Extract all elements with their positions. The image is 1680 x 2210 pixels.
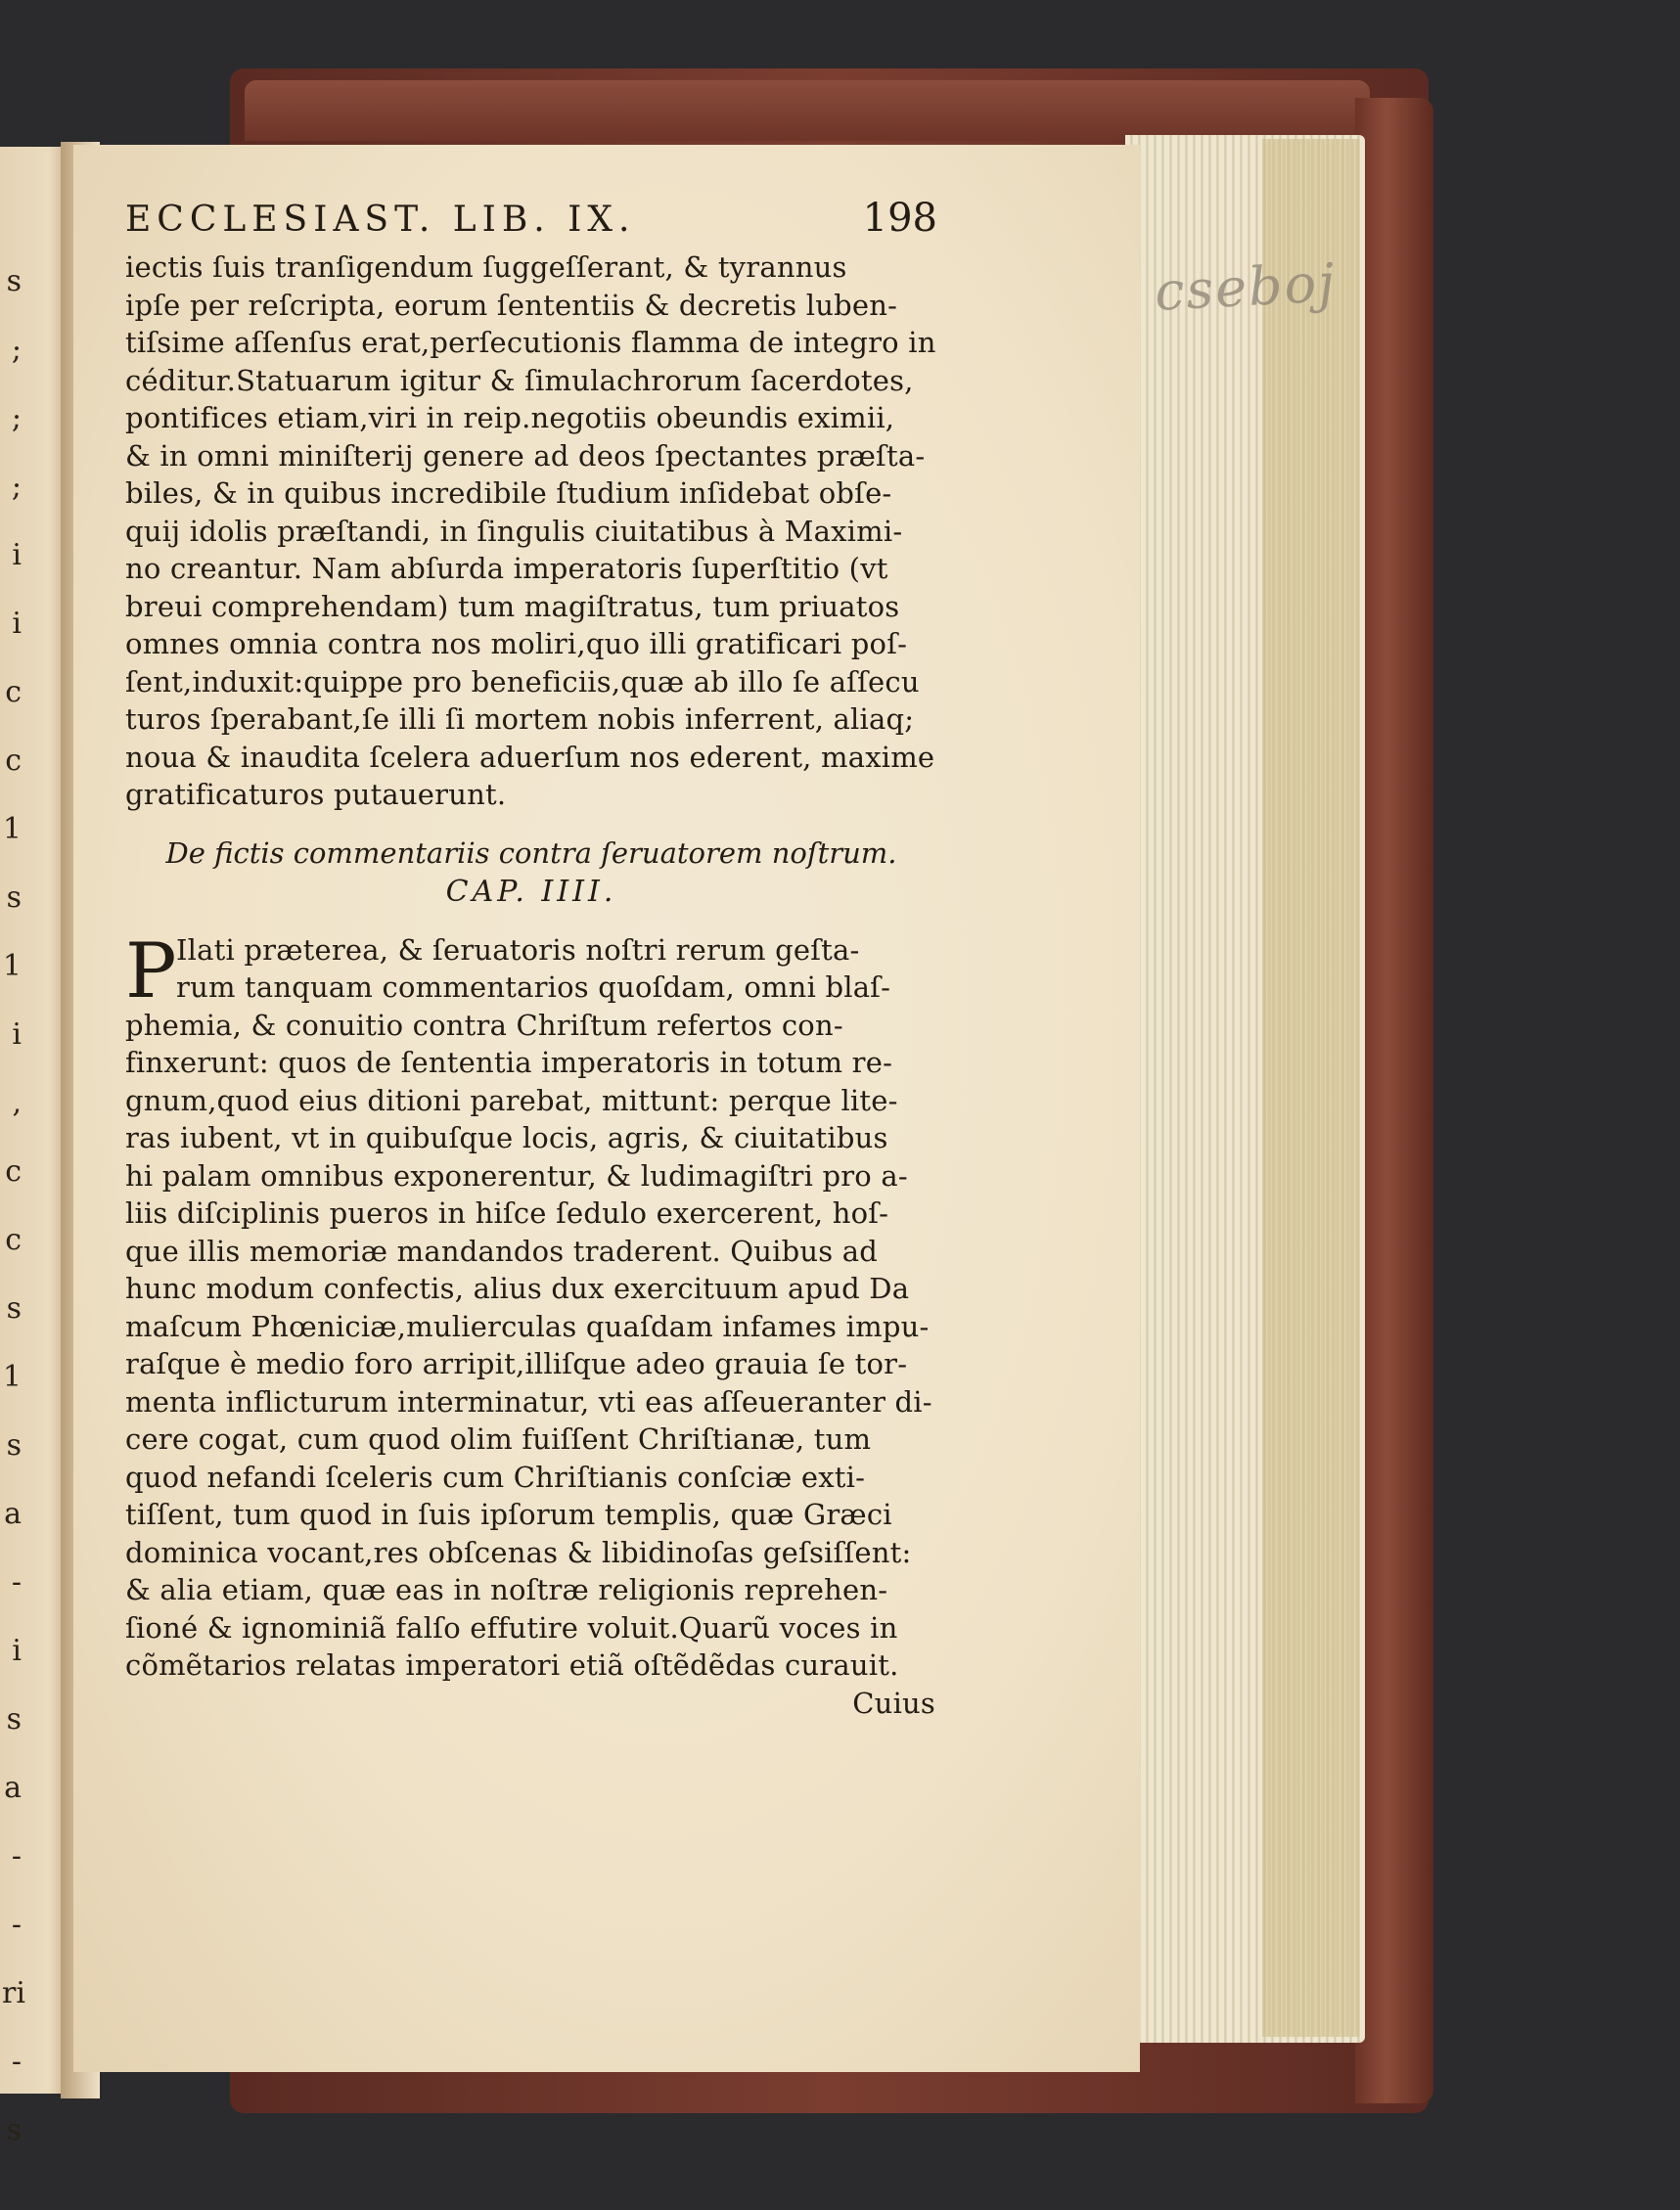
text-line: ſioné & ignominiã falſo effutire voluit.Quarũ voces in bbox=[125, 1610, 898, 1645]
text-line: menta inflicturum interminatur, vti eas aſſeueranter di- bbox=[125, 1384, 932, 1419]
text-line: no creantur. Nam abſurda imperatoris ſuperſtitio (vt bbox=[125, 552, 888, 585]
text-line: ras iubent, vt in quibuſque locis, agris, & ciuitatibus bbox=[125, 1121, 888, 1154]
left-page-fragment: c bbox=[5, 675, 22, 709]
paragraph-2 bbox=[125, 926, 937, 1685]
text-line: gratificaturos putauerunt. bbox=[125, 778, 507, 811]
left-page-fragment: - bbox=[11, 1908, 22, 1942]
margin-note: cseboj bbox=[1153, 251, 1339, 323]
left-page-fragment: i bbox=[12, 607, 22, 641]
left-page-fragment: s bbox=[6, 2113, 22, 2147]
left-page-fragment: s bbox=[6, 1291, 22, 1326]
left-page-fragment: s bbox=[6, 880, 22, 915]
left-page-fragment: 1 bbox=[2, 1360, 22, 1394]
text-line: turos ſperabant,ſe illi ſi mortem nobis inferrent, aliaq; bbox=[125, 702, 915, 736]
page-stack-gilt bbox=[1262, 139, 1360, 2037]
running-header bbox=[125, 196, 937, 248]
text-line: cõmẽtarios relatas imperatori etiã oſtẽdẽdas curauit. bbox=[125, 1648, 899, 1682]
text-line: Ilati præterea, & ſeruatoris noſtri rerum geſta- bbox=[176, 932, 860, 967]
text-line: tiſſent, tum quod in ſuis ipſorum templis, quæ Græci bbox=[125, 1498, 892, 1531]
text-line: dominica vocant,res obſcenas & libidinoſas geſsiſſent: bbox=[125, 1535, 912, 1569]
text-line: phemia, & conuitio contra Chriſtum refertos con- bbox=[125, 1008, 843, 1042]
left-page-fragment: - bbox=[11, 1839, 22, 1873]
text-line: biles, & in quibus incredibile ſtudium inſidebat obſe- bbox=[125, 476, 892, 510]
text-line: rum tanquam commentarios quoſdam, omni blaſ- bbox=[176, 970, 891, 1004]
text-line: maſcum Phœniciæ,mulierculas quaſdam infames impu- bbox=[125, 1309, 930, 1343]
text-line: céditur.Statuarum igitur & ſimulachrorum ſacerdotes, bbox=[125, 363, 914, 397]
left-page-fragment: i bbox=[12, 538, 22, 572]
text-line: hunc modum confectis, alius dux exercituum apud Da bbox=[125, 1272, 910, 1305]
catchword: Cuius bbox=[852, 1686, 935, 1720]
left-page-fragment: c bbox=[5, 744, 22, 778]
text-line: breui comprehendam) tum magiſtratus, tum priuatos bbox=[125, 589, 900, 623]
left-page-fragment: ; bbox=[11, 470, 22, 504]
running-title: ECCLESIAST. LIB. IX. bbox=[125, 200, 636, 240]
page-number: 198 bbox=[862, 196, 937, 241]
text-line: finxerunt: quos de ſententia imperatoris in totum re- bbox=[125, 1046, 893, 1079]
left-page-fragment: s bbox=[6, 1428, 22, 1463]
left-page-fragment: - bbox=[11, 1565, 22, 1600]
left-page-fragment: s bbox=[6, 1702, 22, 1736]
text-line: ſent,induxit:quippe pro beneficiis,quæ ab illo ſe aſſecu bbox=[125, 664, 920, 699]
text-line: cere cogat, cum quod olim fuiſſent Chriſtianæ, tum bbox=[125, 1422, 872, 1456]
left-page-fragment: c bbox=[5, 1154, 22, 1189]
page-text bbox=[125, 196, 937, 1722]
text-line: tiſsime aſſenſus erat,perſecutionis flamma de integro in bbox=[125, 326, 936, 359]
text-line: quod nefandi ſceleris cum Chriſtianis conſciæ exti- bbox=[125, 1460, 866, 1494]
left-page-fragment: c bbox=[5, 1223, 22, 1257]
text-line: pontifices etiam,viri in reip.negotiis obeundis eximii, bbox=[125, 401, 895, 434]
left-page-fragment: - bbox=[11, 2045, 22, 2079]
left-page-fragment: a bbox=[4, 1771, 22, 1805]
chapter-number: CAP. IIII. bbox=[445, 874, 617, 909]
text-line: ipſe per reſcripta, eorum ſententiis & decretis luben- bbox=[125, 288, 898, 322]
text-line: que illis memoriæ mandandos traderent. Quibus ad bbox=[125, 1234, 879, 1268]
text-line: hi palam omnibus exponerentur, & ludimagiſtri pro a- bbox=[125, 1158, 908, 1193]
left-page-fragment: s bbox=[6, 264, 22, 298]
text-line: gnum,quod eius ditioni parebat, mittunt: perque lite- bbox=[125, 1083, 898, 1117]
left-page-fragment: i bbox=[12, 1017, 22, 1052]
text-line: liis diſciplinis pueros in hiſce ſedulo exercerent, hoſ- bbox=[125, 1196, 889, 1230]
left-page-fragment: a bbox=[4, 1497, 22, 1531]
cover-fore-edge bbox=[1355, 98, 1433, 2103]
chapter-title: De fictis commentariis contra ſeruatorem noſtrum. bbox=[165, 835, 897, 870]
drop-cap: P bbox=[125, 926, 177, 1015]
text-line: noua & inaudita ſcelera aduerſum nos ederent, maxime bbox=[125, 740, 935, 774]
left-page-fragment: ; bbox=[11, 333, 22, 367]
cover-top-edge bbox=[245, 80, 1370, 141]
text-line: & in omni miniſterij genere ad deos ſpectantes præſta- bbox=[125, 438, 926, 473]
left-page-fragment: , bbox=[12, 1086, 22, 1120]
text-line: & alia etiam, quæ eas in noſtræ religionis reprehen- bbox=[125, 1573, 888, 1606]
paragraph-1 bbox=[125, 248, 937, 814]
text-line: quij idolis præſtandi, in ſingulis ciuitatibus à Maximi- bbox=[125, 514, 903, 548]
text-line: raſque è medio foro arripit,illiſque adeo grauia ſe tor- bbox=[125, 1347, 908, 1380]
left-page-fragment: ; bbox=[11, 401, 22, 435]
text-line: iectis ſuis tranſigendum ſuggeſſerant, & tyrannus bbox=[125, 250, 847, 284]
left-page-fragment: i bbox=[12, 1634, 22, 1668]
text-line: omnes omnia contra nos moliri,quo illi gratificari poſ- bbox=[125, 627, 908, 660]
left-page-fragment: ri bbox=[2, 1976, 25, 2010]
left-page-fragment: 1 bbox=[2, 812, 22, 846]
left-page-fragment: 1 bbox=[2, 949, 22, 983]
